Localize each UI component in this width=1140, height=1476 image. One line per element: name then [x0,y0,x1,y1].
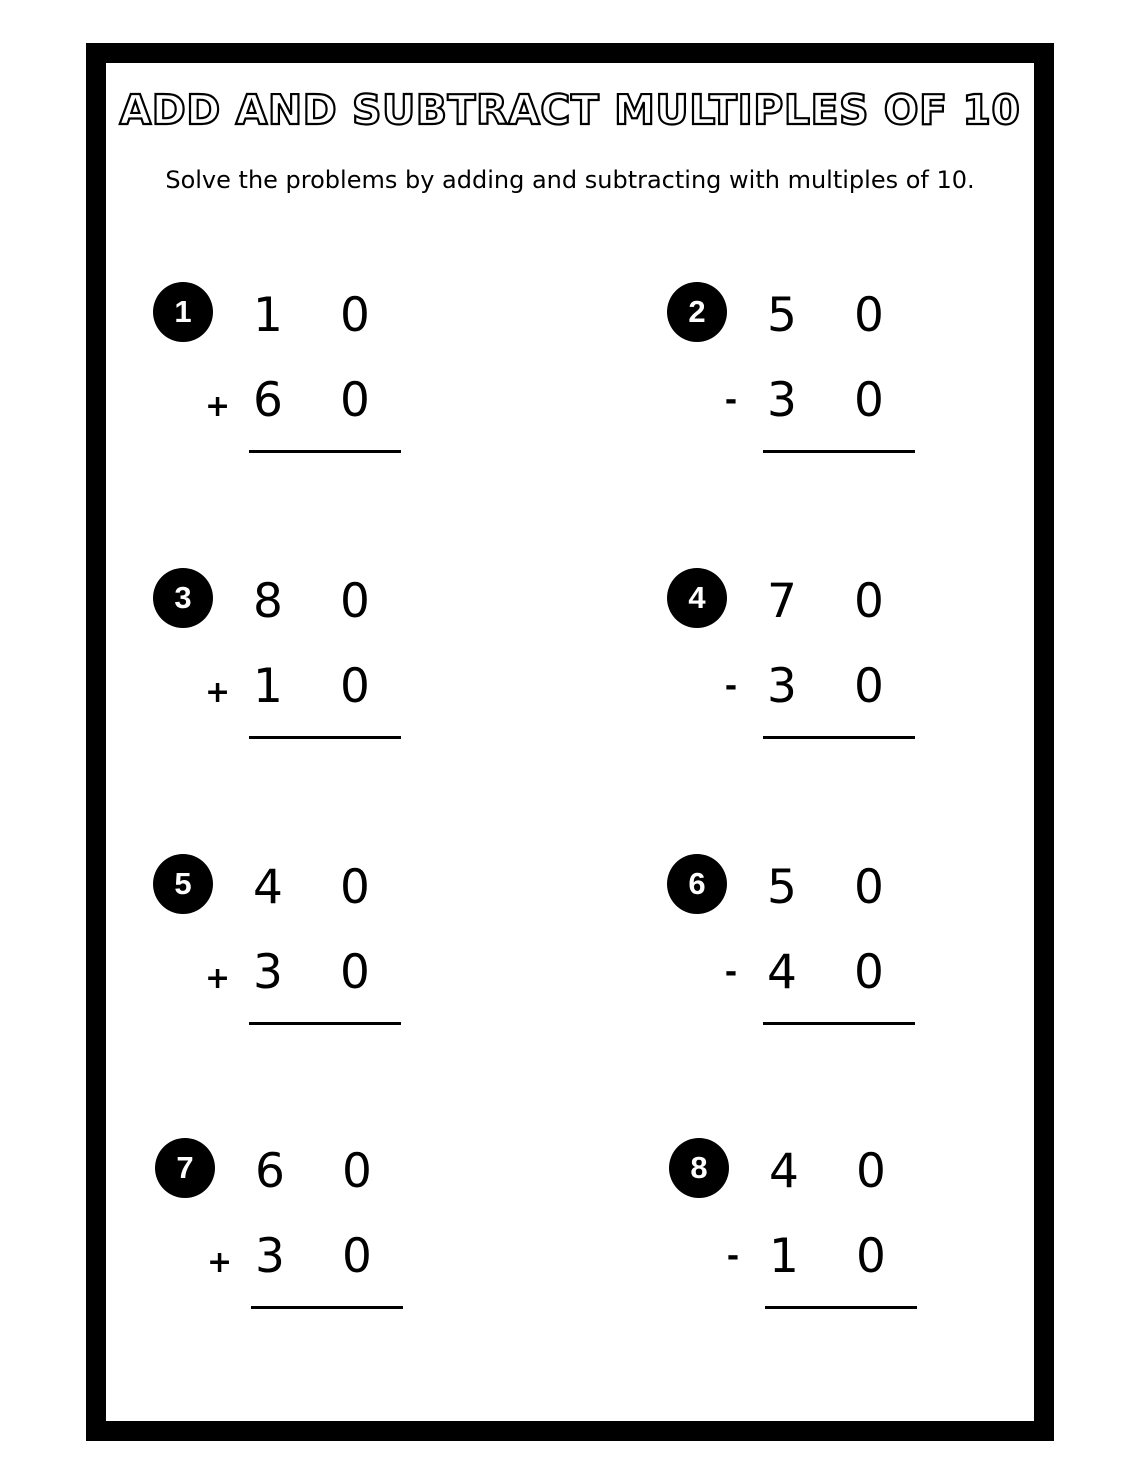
problem-number-badge: 5 [153,854,213,914]
problem-1 [153,282,453,472]
bottom-tens-digit: 1 [769,1229,799,1284]
bottom-ones-digit: 0 [856,1229,886,1284]
top-tens-digit: 8 [253,574,283,629]
top-ones-digit: 0 [340,574,370,629]
operator-sign: - [724,955,738,990]
problem-number-badge: 3 [153,568,213,628]
operator-sign: - [724,669,738,704]
bottom-tens-digit: 1 [253,659,283,714]
problem-2 [667,282,967,472]
bottom-ones-digit: 0 [342,1229,372,1284]
problem-6 [667,854,967,1044]
top-ones-digit: 0 [342,1144,372,1199]
answer-line[interactable] [763,736,915,739]
top-tens-digit: 1 [253,288,283,343]
problem-number-badge: 1 [153,282,213,342]
top-ones-digit: 0 [854,860,884,915]
answer-line[interactable] [249,736,401,739]
bottom-ones-digit: 0 [340,373,370,428]
bottom-tens-digit: 3 [767,373,797,428]
top-tens-digit: 4 [769,1144,799,1199]
top-tens-digit: 7 [767,574,797,629]
bottom-tens-digit: 4 [767,945,797,1000]
answer-line[interactable] [763,450,915,453]
bottom-ones-digit: 0 [854,373,884,428]
top-ones-digit: 0 [340,288,370,343]
operator-sign: - [726,1239,740,1274]
answer-line[interactable] [763,1022,915,1025]
answer-line[interactable] [249,1022,401,1025]
operator-sign: + [207,1245,233,1280]
problem-number-badge: 2 [667,282,727,342]
answer-line[interactable] [251,1306,403,1309]
problem-5 [153,854,453,1044]
top-tens-digit: 4 [253,860,283,915]
worksheet-instructions: Solve the problems by adding and subtracting with multiples of 10. [165,166,975,194]
answer-line[interactable] [765,1306,917,1309]
bottom-ones-digit: 0 [854,659,884,714]
bottom-tens-digit: 3 [767,659,797,714]
answer-line[interactable] [249,450,401,453]
top-tens-digit: 5 [767,288,797,343]
problem-8 [669,1138,969,1328]
operator-sign: + [205,389,231,424]
top-tens-digit: 6 [255,1144,285,1199]
problem-4 [667,568,967,758]
bottom-ones-digit: 0 [340,659,370,714]
operator-sign: + [205,675,231,710]
worksheet-title: ADD AND SUBTRACT MULTIPLES OF 10 [119,86,1021,134]
bottom-ones-digit: 0 [340,945,370,1000]
operator-sign: - [724,383,738,418]
top-ones-digit: 0 [856,1144,886,1199]
problem-3 [153,568,453,758]
top-ones-digit: 0 [854,288,884,343]
problem-number-badge: 4 [667,568,727,628]
operator-sign: + [205,961,231,996]
bottom-tens-digit: 6 [253,373,283,428]
top-ones-digit: 0 [340,860,370,915]
problem-number-badge: 6 [667,854,727,914]
top-ones-digit: 0 [854,574,884,629]
bottom-tens-digit: 3 [255,1229,285,1284]
bottom-tens-digit: 3 [253,945,283,1000]
top-tens-digit: 5 [767,860,797,915]
problem-number-badge: 7 [155,1138,215,1198]
bottom-ones-digit: 0 [854,945,884,1000]
problem-number-badge: 8 [669,1138,729,1198]
problem-7 [155,1138,455,1328]
